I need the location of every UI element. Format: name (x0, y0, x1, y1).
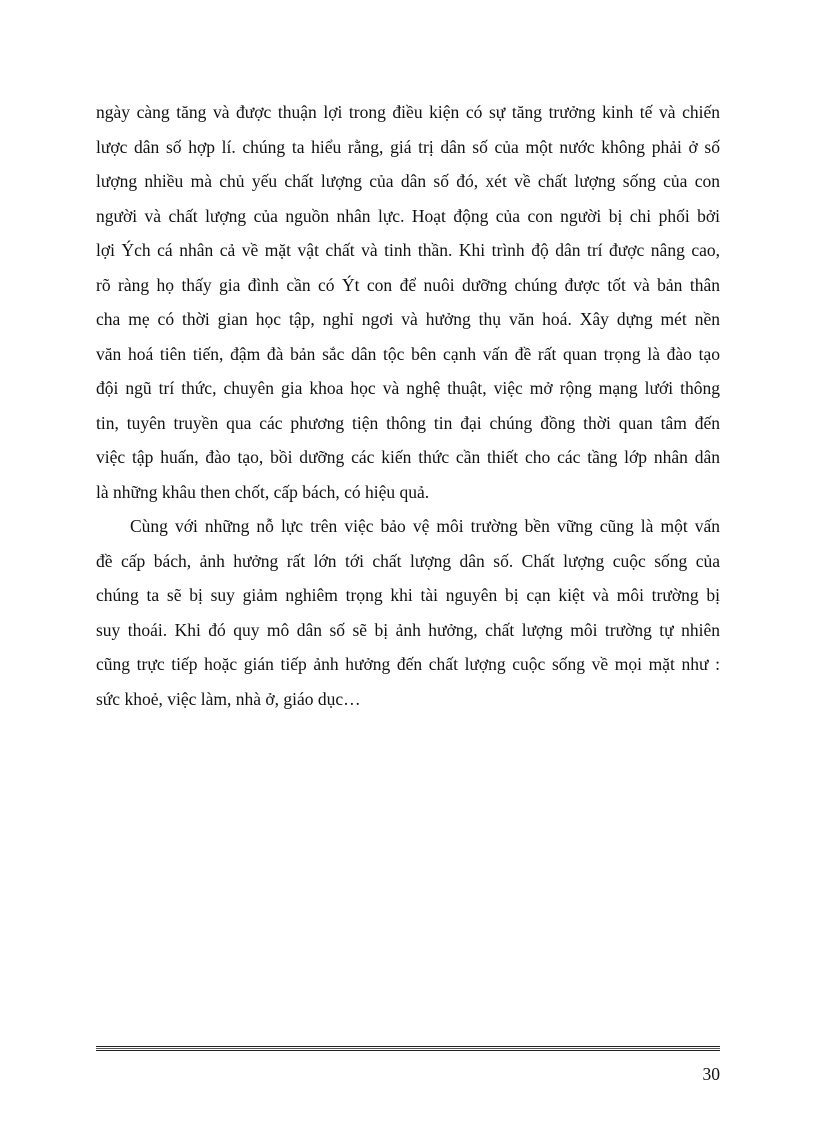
paragraph-2 (96, 509, 720, 716)
text-line: đội ngũ trí thức, chuyên gia khoa học và nghệ thuật, việc mở rộng mạng lưới thông (96, 378, 720, 398)
footer-divider (96, 1046, 720, 1051)
paragraph-1 (96, 95, 720, 509)
text-line: cũng trực tiếp hoặc gián tiếp ảnh hưởng đến chất lượng cuộc sống về mọi mặt như : (96, 654, 720, 674)
text-line: Cùng với những nỗ lực trên việc bảo vệ môi trường bền vững cũng là một vấn (130, 516, 720, 536)
text-line: văn hoá tiên tiến, đậm đà bản sắc dân tộc bên cạnh vấn đề rất quan trọng là đào tạo (96, 343, 720, 364)
text-line: lược dân số hợp lí. chúng ta hiểu rằng, giá trị dân số của một nước không phải ở số (96, 136, 720, 157)
text-line: người và chất lượng của nguồn nhân lực. Hoạt động của con người bị chi phối bởi (96, 205, 720, 226)
text-line: đề cấp bách, ảnh hưởng rất lớn tới chất lượng dân số. Chất lượng cuộc sống của (96, 550, 720, 571)
text-line: chúng ta sẽ bị suy giảm nghiêm trọng khi tài nguyên bị cạn kiệt và môi trường bị (96, 585, 720, 605)
text-line: tin, tuyên truyền qua các phương tiện thông tin đại chúng đồng thời quan tâm đến (96, 412, 720, 433)
text-line: lượng nhiều mà chủ yếu chất lượng của dân số đó, xét về chất lượng sống của con (96, 171, 720, 191)
text-line: ngày càng tăng và được thuận lợi trong điều kiện có sự tăng trưởng kinh tế và chiến (96, 102, 720, 122)
footer-divider-inner (96, 1048, 720, 1049)
text-line: là những khâu then chốt, cấp bách, có hiệu quả. (96, 481, 430, 502)
page-number: 30 (702, 1064, 720, 1084)
text-line: rõ ràng họ thấy gia đình cần có Ýt con để nuôi dưỡng chúng được tốt và bản thân (96, 274, 720, 295)
text-line: cha mẹ có thời gian học tập, nghỉ ngơi và hưởng thụ văn hoá. Xây dựng mét nền (96, 309, 720, 329)
text-line: suy thoái. Khi đó quy mô dân số sẽ bị ảnh hưởng, chất lượng môi trường tự nhiên (96, 619, 720, 640)
document-body (96, 95, 720, 716)
text-line: việc tập huấn, đào tạo, bồi dưỡng các kiến thức cần thiết cho các tầng lớp nhân dân (96, 447, 720, 467)
text-line: lợi Ých cá nhân cả về mặt vật chất và tinh thần. Khi trình độ dân trí được nâng cao, (96, 240, 720, 260)
text-line: sức khoẻ, việc làm, nhà ở, giáo dục… (96, 688, 361, 709)
